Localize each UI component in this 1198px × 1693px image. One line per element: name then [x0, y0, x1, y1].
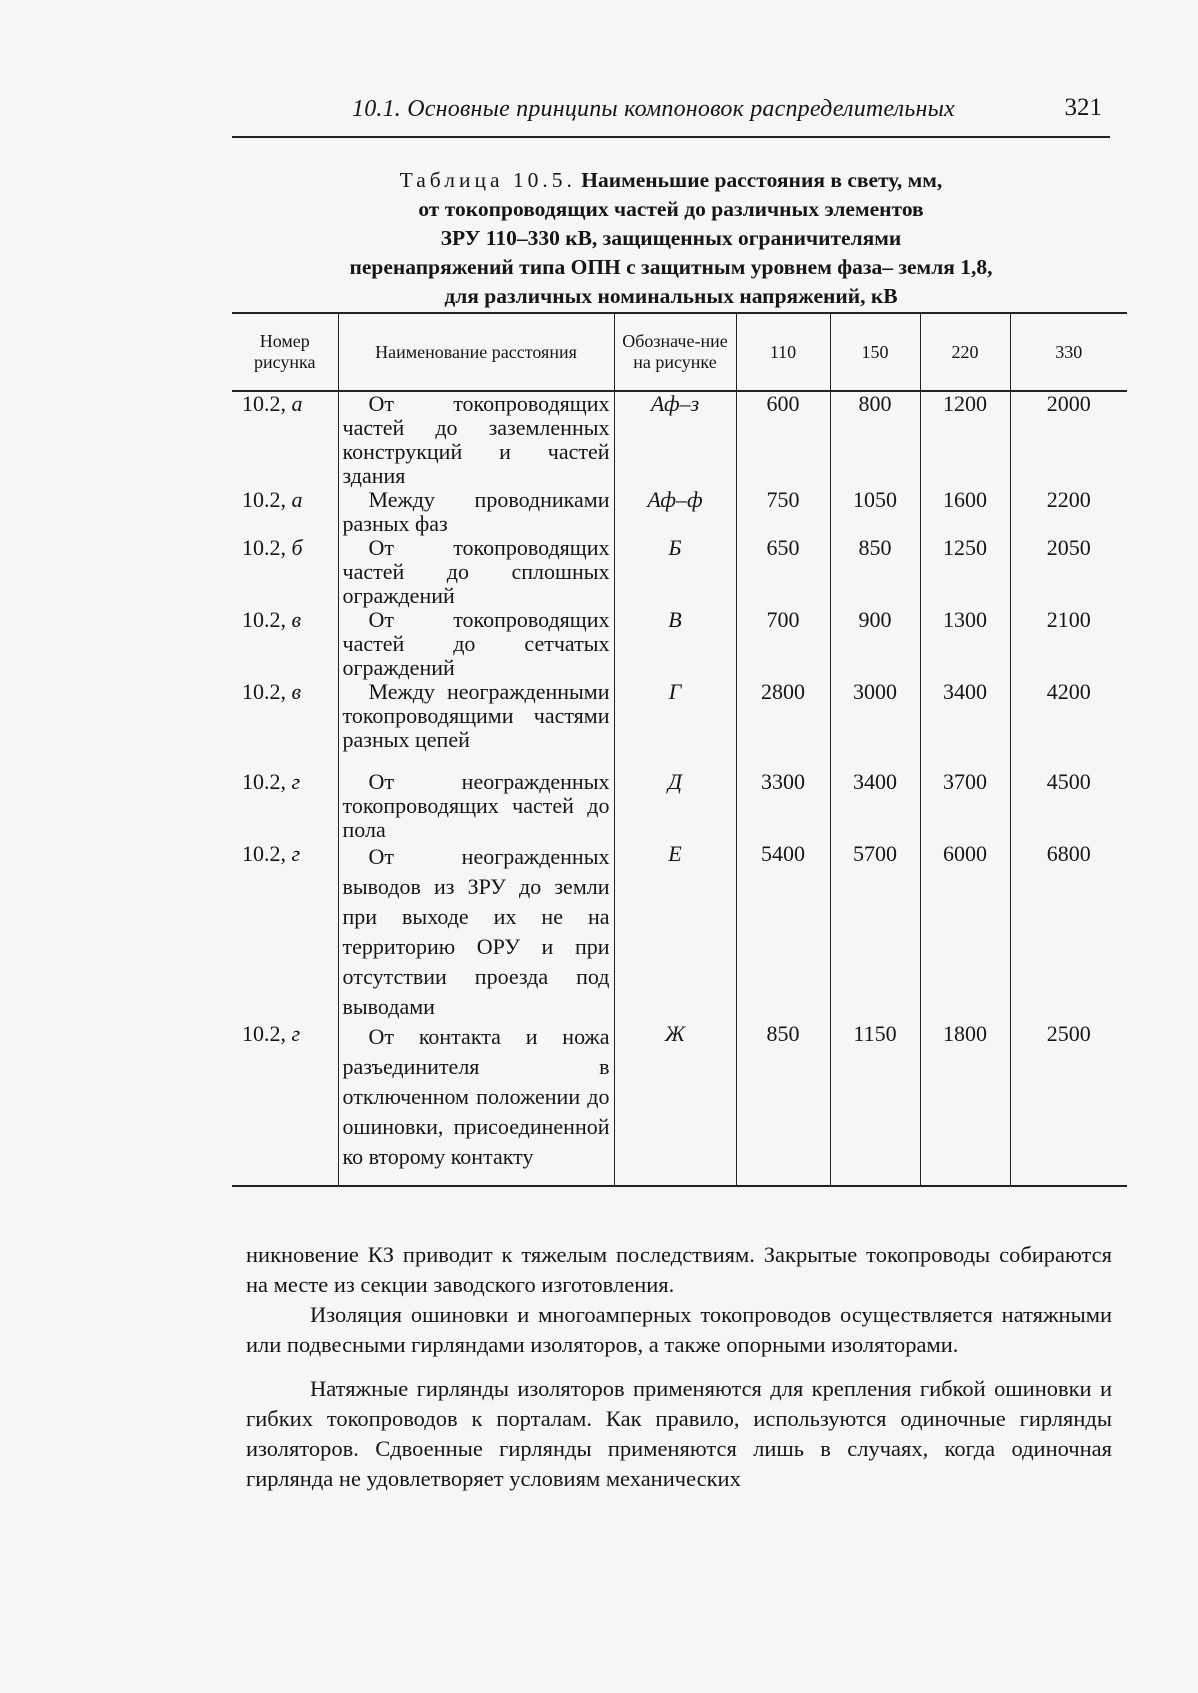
- header-distance-name: Наименование расстояния: [338, 313, 614, 391]
- value-110-cell: 600: [736, 391, 830, 488]
- designation-cell: Ж: [614, 1022, 736, 1186]
- value-220-cell: 1600: [920, 488, 1010, 536]
- figure-ref: 10.2,: [242, 607, 286, 632]
- value-330-cell: 2500: [1010, 1022, 1127, 1186]
- figure-letter: б: [291, 535, 303, 560]
- designation-cell: Е: [614, 842, 736, 1022]
- figure-letter: г: [291, 841, 301, 866]
- header-220: 220: [920, 313, 1010, 391]
- value-150-cell: 850: [830, 536, 920, 608]
- table-row: [232, 488, 1127, 536]
- designation-cell: Аф–з: [614, 391, 736, 488]
- table-caption: [232, 166, 1110, 311]
- value-330-cell: 6800: [1010, 842, 1127, 1022]
- designation-cell: В: [614, 608, 736, 680]
- caption-line-4: перенапряжений типа ОПН с защитным уровнем фаза– земля 1,8,: [349, 255, 993, 279]
- designation-cell: Г: [614, 680, 736, 770]
- figure-letter: а: [291, 391, 303, 416]
- value-220-cell: 1300: [920, 608, 1010, 680]
- value-330-cell: 2000: [1010, 391, 1127, 488]
- figure-ref: 10.2,: [242, 841, 286, 866]
- distances-table: [232, 312, 1127, 1187]
- table-row: [232, 608, 1127, 680]
- distance-name-cell: [338, 1022, 614, 1186]
- designation-cell: Аф–ф: [614, 488, 736, 536]
- paragraph-2: Изоляция ошиновки и многоамперных токопроводов осуществляется натяжными или подвесными гирляндами изоляторов, а также опорными изоляторами.: [246, 1302, 1112, 1357]
- distance-name: Между неогражденными токопроводящими частями разных цепей: [342, 679, 610, 752]
- distance-name: От контакта и ножа разъединителя в отключенном положении до ошиновки, присоединенной ко второму контакту: [342, 1024, 610, 1169]
- distance-name-cell: [338, 680, 614, 770]
- value-110-cell: 3300: [736, 770, 830, 842]
- value-110-cell: 2800: [736, 680, 830, 770]
- caption-line-5: для различных номинальных напряжений, кВ: [444, 284, 898, 308]
- body-text: [246, 1240, 1112, 1494]
- figure-ref: 10.2,: [242, 487, 286, 512]
- table-label: Таблица 10.5.: [399, 168, 576, 192]
- figure-number-cell: [232, 391, 338, 488]
- figure-letter: г: [291, 1021, 301, 1046]
- figure-ref: 10.2,: [242, 679, 286, 704]
- distance-name-cell: [338, 488, 614, 536]
- distance-name-cell: [338, 608, 614, 680]
- distance-name-cell: [338, 842, 614, 1022]
- table-row: [232, 770, 1127, 842]
- table-header-row: [232, 313, 1127, 391]
- value-220-cell: 6000: [920, 842, 1010, 1022]
- header-330: 330: [1010, 313, 1127, 391]
- value-110-cell: 5400: [736, 842, 830, 1022]
- distance-name: От неогражденных выводов из ЗРУ до земли при выходе их не на территорию ОРУ и при отсутствии проезда под выводами: [342, 844, 610, 1019]
- figure-letter: в: [291, 679, 302, 704]
- figure-number-cell: [232, 536, 338, 608]
- figure-number-cell: [232, 680, 338, 770]
- caption-line-2: от токопроводящих частей до различных элементов: [418, 197, 924, 221]
- value-220-cell: 1250: [920, 536, 1010, 608]
- value-220-cell: 3400: [920, 680, 1010, 770]
- paragraph-1: никновение КЗ приводит к тяжелым последствиям. Закрытые токопроводы собираются на месте из секции заводского изготовления.: [246, 1242, 1112, 1297]
- figure-number-cell: [232, 1022, 338, 1186]
- header-figure-number: Номер рисунка: [232, 313, 338, 391]
- figure-ref: 10.2,: [242, 391, 286, 416]
- value-150-cell: 3000: [830, 680, 920, 770]
- value-150-cell: 900: [830, 608, 920, 680]
- value-220-cell: 1800: [920, 1022, 1010, 1186]
- table-row: [232, 1022, 1127, 1186]
- value-150-cell: 5700: [830, 842, 920, 1022]
- value-220-cell: 3700: [920, 770, 1010, 842]
- page-number: 321: [1064, 94, 1102, 121]
- figure-letter: г: [291, 769, 301, 794]
- table-row: [232, 680, 1127, 770]
- figure-number-cell: [232, 608, 338, 680]
- value-110-cell: 700: [736, 608, 830, 680]
- figure-ref: 10.2,: [242, 769, 286, 794]
- value-110-cell: 650: [736, 536, 830, 608]
- value-220-cell: 1200: [920, 391, 1010, 488]
- value-150-cell: 800: [830, 391, 920, 488]
- figure-number-cell: [232, 842, 338, 1022]
- figure-letter: в: [291, 607, 302, 632]
- value-330-cell: 2050: [1010, 536, 1127, 608]
- page-header: [232, 92, 1110, 138]
- figure-ref: 10.2,: [242, 535, 286, 560]
- value-330-cell: 2100: [1010, 608, 1127, 680]
- value-110-cell: 850: [736, 1022, 830, 1186]
- designation-cell: Д: [614, 770, 736, 842]
- value-330-cell: 4500: [1010, 770, 1127, 842]
- figure-number-cell: [232, 770, 338, 842]
- distance-name-cell: [338, 536, 614, 608]
- value-150-cell: 1150: [830, 1022, 920, 1186]
- header-designation: Обозначе-ние на рисунке: [614, 313, 736, 391]
- caption-line-1: Наименьшие расстояния в свету, мм,: [581, 168, 943, 192]
- value-150-cell: 3400: [830, 770, 920, 842]
- table-row: [232, 536, 1127, 608]
- distance-name: От неогражденных токопроводящих частей до пола: [342, 769, 610, 842]
- value-330-cell: 4200: [1010, 680, 1127, 770]
- header-110: 110: [736, 313, 830, 391]
- designation-cell: Б: [614, 536, 736, 608]
- value-110-cell: 750: [736, 488, 830, 536]
- distance-name: От токопроводящих частей до заземленных конструкций и частей здания: [342, 391, 610, 488]
- figure-letter: а: [291, 487, 303, 512]
- running-head: 10.1. Основные принципы компоновок распределительных: [352, 96, 955, 122]
- table-row: [232, 842, 1127, 1022]
- distance-name-cell: [338, 770, 614, 842]
- caption-line-3: ЗРУ 110–330 кВ, защищенных ограничителями: [440, 226, 902, 250]
- distance-name-cell: [338, 391, 614, 488]
- paragraph-3: Натяжные гирлянды изоляторов применяются для крепления гибкой ошиновки и гибких токопроводов к порталам. Как правило, используются одиночные гирлянды изоляторов. Сдвоенные гирлянды применяются лишь в случаях, когда одиночная гирлянда не удовлетворяет условиям механических: [246, 1376, 1112, 1491]
- header-150: 150: [830, 313, 920, 391]
- figure-ref: 10.2,: [242, 1021, 286, 1046]
- value-330-cell: 2200: [1010, 488, 1127, 536]
- value-150-cell: 1050: [830, 488, 920, 536]
- distance-name: Между проводниками разных фаз: [342, 487, 610, 536]
- distance-name: От токопроводящих частей до сплошных ограждений: [342, 535, 610, 608]
- figure-number-cell: [232, 488, 338, 536]
- distance-name: От токопроводящих частей до сетчатых ограждений: [342, 607, 610, 680]
- table-row: [232, 391, 1127, 488]
